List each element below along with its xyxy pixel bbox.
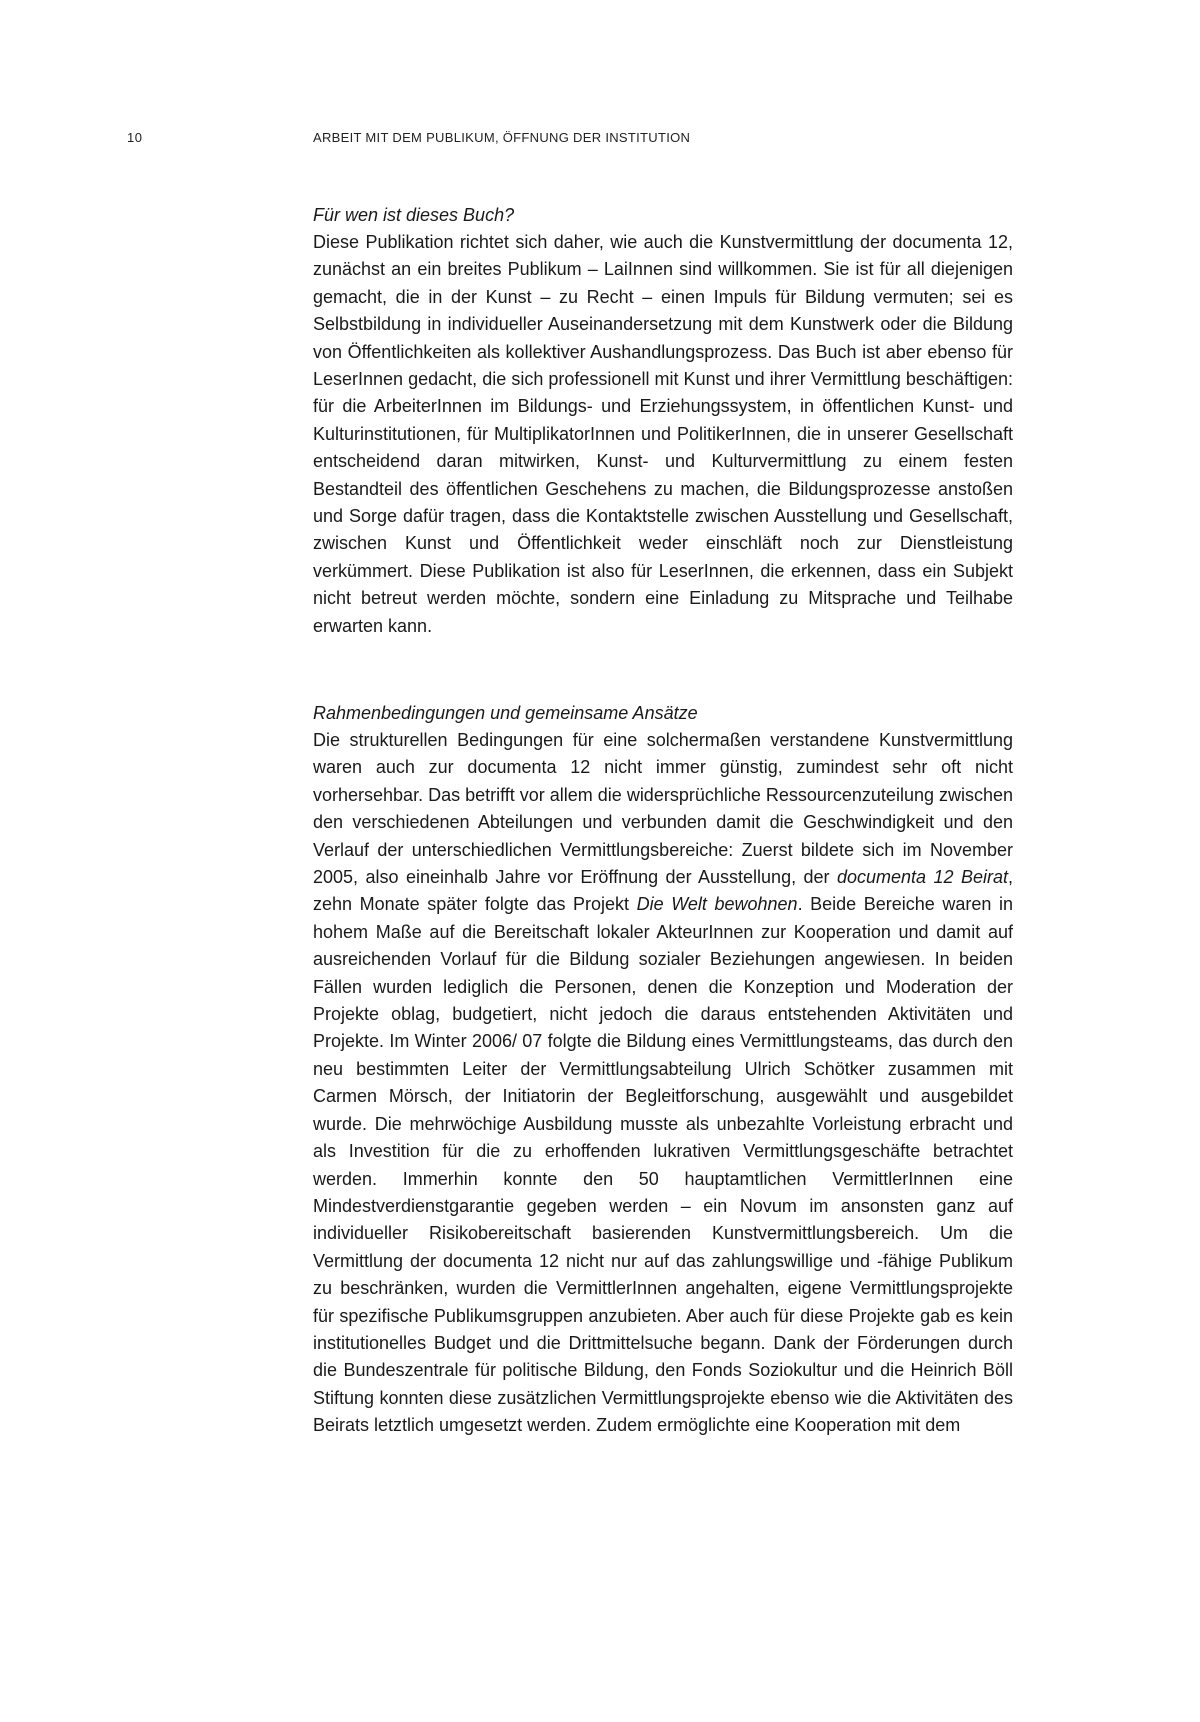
section-target-audience <box>313 202 1013 640</box>
section-framework-conditions <box>313 700 1013 1440</box>
body-paragraph <box>313 727 1013 1440</box>
paragraph-text: . Beide Bereiche waren in hohem Maße auf die Bereitschaft lokaler AkteurInnen zur Kooperation und damit auf ausreichenden Vorlauf für die Bildung sozialer Beziehungen angewiesen. In beiden Fällen wurden lediglich die Personen, denen die Konzeption und Moderation der Projekte oblag, budgetiert, nicht jedoch die daraus entstehenden Aktivitäten und Projekte. Im Winter 2006/ 07 folgte die Bildung eines Vermittlungsteams, das durch den neu bestimmten Leiter der Vermittlungsabteilung Ulrich Schötker zusammen mit Carmen Mörsch, der Initiatorin der Begleitforschung, ausgewählt und ausgebildet wurde. Die mehrwöchige Ausbildung musste als unbezahlte Vorleistung erbracht und als Investition für die zu erhoffenden lukrativen Vermittlungsgeschäfte betrachtet werden. Immerhin konnte den 50 hauptamtlichen VermittlerInnen eine Mindestverdienstgarantie gegeben werden – ein Novum im ansonsten ganz auf individueller Risikobereitschaft basierenden Kunstvermittlungsbereich. Um die Vermittlung der documenta 12 nicht nur auf das zahlungswillige und -fähige Publikum zu beschränken, wurden die VermittlerInnen angehalten, eigene Vermittlungsprojekte für spezifische Publikumsgruppen anzubieten. Aber auch für diese Projekte gab es kein institutionelles Budget und die Drittmittelsuche begann. Dank der Förderungen durch die Bundeszentrale für politische Bildung, den Fonds Soziokultur und die Heinrich Böll Stiftung konnten diese zusätzlichen Vermittlungsprojekte ebenso wie die Aktivitäten des Beirats letztlich umgesetzt werden. Zudem ermöglichte eine Kooperation mit dem <box>313 894 1013 1436</box>
body-paragraph: Diese Publikation richtet sich daher, wie auch die Kunstvermittlung der documenta 12, zunächst an ein breites Publikum – LaiInnen sind willkommen. Sie ist für all diejenigen gemacht, die in der Kunst – zu Recht – einen Impuls für Bildung vermuten; sei es Selbstbildung in individueller Auseinandersetzung mit dem Kunstwerk oder die Bildung von Öffentlichkeiten als kollektiver Aushandlungsprozess. Das Buch ist aber ebenso für LeserInnen gedacht, die sich professionell mit Kunst und ihrer Vermittlung beschäftigen: für die ArbeiterInnen im Bildungs- und Erziehungssystem, in öffentlichen Kunst- und Kulturinstitutionen, für MultiplikatorInnen und PolitikerInnen, die in unserer Gesellschaft entscheidend daran mitwirken, Kunst- und Kulturvermittlung zu einem festen Bestandteil des öffentlichen Geschehens zu machen, die Bildungsprozesse anstoßen und Sorge dafür tragen, dass die Kontaktstelle zwischen Ausstellung und Gesellschaft, zwischen Kunst und Öffentlichkeit weder einschläft noch zur Dienstleistung verkümmert. Diese Publikation ist also für LeserInnen, die erkennen, dass ein Subjekt nicht betreut werden möchte, sondern eine Einladung zu Mitsprache und Teilhabe erwarten kann. <box>313 232 1013 636</box>
running-header: ARBEIT MIT DEM PUBLIKUM, ÖFFNUNG DER INSTITUTION <box>313 130 691 145</box>
italic-term-welt-bewohnen: Die Welt bewohnen <box>636 894 798 915</box>
paragraph-text: Die strukturellen Bedingungen für eine solchermaßen verstandene Kunstvermittlung waren auch zur documenta 12 nicht immer günstig, zumindest sehr oft nicht vorhersehbar. Das betrifft vor allem die widersprüchliche Ressourcenzuteilung zwischen den verschiedenen Abteilungen und verbunden damit die Geschwindigkeit und den Verlauf der unterschiedlichen Vermittlungsbereiche: Zuerst bildete sich im November 2005, also eineinhalb Jahre vor Eröffnung der Ausstellung, der <box>313 730 1014 888</box>
italic-term-beirat: documenta 12 Beirat <box>836 867 1008 888</box>
section-heading: Rahmenbedingungen und gemeinsame Ansätze <box>313 703 698 723</box>
paragraph-text: , zehn Monate später folgte das Projekt <box>313 867 1013 915</box>
page-number: 10 <box>127 130 143 145</box>
section-heading: Für wen ist dieses Buch? <box>313 205 515 225</box>
